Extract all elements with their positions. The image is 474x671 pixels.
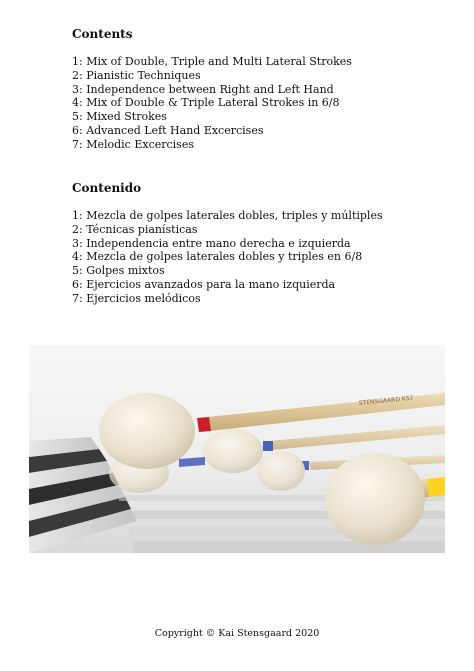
contenido-list [72, 209, 454, 306]
contenido-item: 5: Golpes mixtos [72, 264, 165, 278]
svg-text:STENSGAARD KS7: STENSGAARD KS7 [358, 394, 414, 407]
contents-item: 4: Mix of Double & Triple Lateral Strokes in 6/8 [72, 96, 340, 110]
contents-item: 5: Mixed Strokes [72, 110, 167, 124]
marimba-mallets-photo [29, 345, 445, 553]
contenido-item: 1: Mezcla de golpes laterales dobles, triples y múltiples [72, 209, 383, 222]
contents-section-spanish [72, 181, 454, 306]
contents-item: 3: Independence between Right and Left Hand [72, 82, 334, 96]
contenido-item: 2: Técnicas pianísticas [72, 222, 198, 236]
contents-item: 2: Pianistic Techniques [72, 68, 201, 82]
contenido-item: 6: Ejercicios avanzados para la mano izquierda [72, 277, 336, 291]
contents-item: 1: Mix of Double, Triple and Multi Lateral Strokes [72, 55, 352, 68]
contents-list [72, 55, 454, 152]
contents-item: 7: Melodic Excercises [72, 137, 194, 151]
contents-section-english [72, 27, 454, 152]
copyright-footer: Copyright © Kai Stensgaard 2020 [154, 628, 320, 639]
contenido-item: 7: Ejercicios melódicos [72, 291, 201, 305]
contenido-item: 3: Independencia entre mano derecha e izquierda [72, 236, 351, 250]
contenido-heading: Contenido [72, 181, 142, 195]
contents-heading: Contents [72, 27, 133, 41]
contents-item: 6: Advanced Left Hand Excercises [72, 123, 264, 137]
contenido-item: 4: Mezcla de golpes laterales dobles y triples en 6/8 [72, 250, 363, 264]
